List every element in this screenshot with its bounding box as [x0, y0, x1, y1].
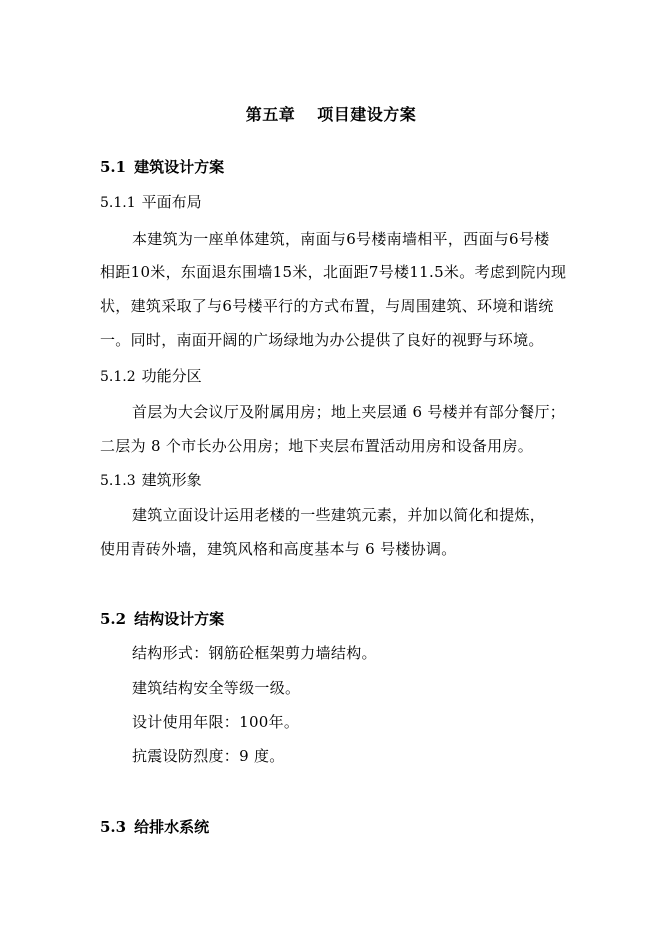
- section-number: 5.1: [100, 158, 127, 176]
- subsection-title: 功能分区: [141, 367, 202, 385]
- subsection-title: 平面布局: [141, 193, 202, 211]
- paragraph-line: 状，建筑采取了与6号楼平行的方式布置，与周围建筑、环境和谐统: [100, 297, 554, 315]
- section-title: 给排水系统: [134, 818, 210, 836]
- paragraph-line: 一。同时，南面开阔的广场绿地为办公提供了良好的视野与环境。: [100, 331, 544, 349]
- section-heading-5-2: [100, 608, 224, 630]
- section-number: 5.3: [100, 818, 127, 836]
- subsection-number: 5.1.1: [100, 195, 136, 211]
- chapter-title: [0, 104, 662, 126]
- structure-item: 设计使用年限：100年。: [132, 713, 300, 731]
- subsection-number: 5.1.2: [100, 369, 136, 385]
- structure-item: 建筑结构安全等级一级。: [132, 679, 301, 697]
- subsection-number: 5.1.3: [100, 473, 136, 489]
- section-heading-5-3: [100, 816, 209, 838]
- section-title: 结构设计方案: [134, 610, 225, 628]
- section-number: 5.2: [100, 610, 127, 628]
- section-heading-5-1: [100, 156, 224, 178]
- paragraph-line: 使用青砖外墙，建筑风格和高度基本与 6 号楼协调。: [100, 540, 457, 558]
- subsection-title: 建筑形象: [141, 471, 202, 489]
- structure-item: 结构形式：钢筋砼框架剪力墙结构。: [132, 644, 377, 662]
- paragraph-line: 建筑立面设计运用老楼的一些建筑元素，并加以简化和提炼，: [132, 506, 546, 524]
- section-title: 建筑设计方案: [134, 158, 225, 176]
- paragraph-line: 首层为大会议厅及附属用房；地上夹层通 6 号楼并有部分餐厅；: [132, 403, 566, 421]
- paragraph-line: 本建筑为一座单体建筑，南面与6号楼南墙相平，西面与6号楼: [132, 230, 550, 248]
- chapter-title-text: 项目建设方案: [317, 105, 417, 124]
- subsection-heading-5-1-2: [100, 366, 202, 387]
- structure-item: 抗震设防烈度：9 度。: [132, 747, 285, 765]
- paragraph-line: 相距10米，东面退东围墙15米，北面距7号楼11.5米。考虑到院内现: [100, 263, 567, 281]
- subsection-heading-5-1-1: [100, 192, 202, 213]
- subsection-heading-5-1-3: [100, 470, 202, 491]
- paragraph-line: 二层为 8 个市长办公用房；地下夹层布置活动用房和设备用房。: [100, 437, 534, 455]
- chapter-number: 第五章: [245, 105, 296, 124]
